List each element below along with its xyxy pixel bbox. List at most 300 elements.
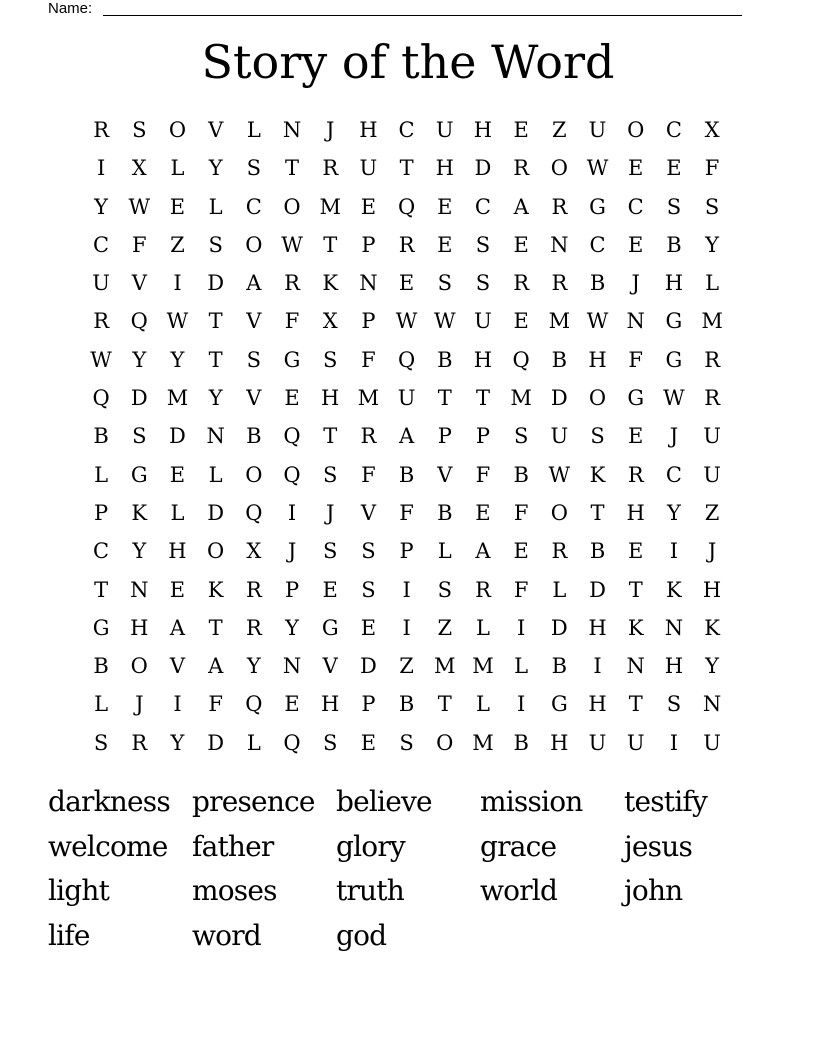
grid-cell[interactable]: K: [207, 577, 224, 602]
grid-cell[interactable]: E: [169, 194, 186, 219]
grid-cell[interactable]: C: [245, 194, 262, 219]
grid-cell[interactable]: E: [322, 577, 338, 602]
grid-cell[interactable]: E: [360, 730, 377, 755]
grid-cell[interactable]: Y: [132, 539, 147, 564]
grid-cell[interactable]: J: [135, 692, 144, 717]
grid-cell[interactable]: H: [588, 615, 607, 640]
grid-cell[interactable]: O: [168, 118, 187, 142]
grid-cell[interactable]: Q: [397, 194, 416, 219]
grid-cell[interactable]: S: [132, 424, 147, 449]
grid-cell[interactable]: R: [704, 386, 720, 411]
grid-cell[interactable]: Y: [170, 730, 185, 755]
grid-cell[interactable]: L: [552, 577, 567, 602]
grid-cell[interactable]: V: [322, 654, 338, 679]
grid-cell[interactable]: H: [435, 156, 454, 181]
grid-cell[interactable]: M: [510, 386, 532, 411]
grid-cell[interactable]: R: [245, 577, 262, 602]
grid-cell[interactable]: U: [435, 118, 454, 142]
grid-cell[interactable]: F: [628, 347, 643, 372]
grid-cell[interactable]: H: [321, 386, 340, 411]
grid-cell[interactable]: E: [169, 577, 186, 602]
grid-cell[interactable]: H: [664, 271, 684, 296]
grid-cell[interactable]: R: [513, 156, 530, 181]
grid-cell[interactable]: N: [282, 654, 302, 679]
grid-cell[interactable]: L: [475, 692, 490, 717]
grid-cell[interactable]: H: [321, 692, 340, 717]
grid-cell[interactable]: T: [285, 156, 300, 181]
grid-cell[interactable]: R: [551, 539, 568, 564]
grid-cell[interactable]: N: [359, 271, 378, 296]
grid-cell[interactable]: W: [395, 309, 418, 334]
grid-cell[interactable]: J: [326, 118, 335, 142]
grid-cell[interactable]: S: [323, 347, 338, 372]
grid-cell[interactable]: X: [246, 539, 262, 564]
grid-cell[interactable]: O: [245, 462, 263, 487]
grid-cell[interactable]: R: [245, 615, 262, 640]
grid-cell[interactable]: W: [663, 386, 685, 411]
grid-cell[interactable]: O: [245, 232, 263, 257]
grid-cell[interactable]: I: [173, 271, 182, 296]
grid-cell[interactable]: D: [130, 386, 148, 411]
grid-cell[interactable]: L: [94, 462, 109, 487]
grid-cell[interactable]: Y: [705, 232, 720, 257]
grid-cell[interactable]: C: [665, 462, 682, 487]
grid-cell[interactable]: C: [627, 194, 644, 219]
grid-cell[interactable]: R: [93, 309, 109, 334]
grid-cell[interactable]: Z: [437, 615, 453, 640]
grid-cell[interactable]: K: [131, 500, 148, 525]
grid-cell[interactable]: E: [513, 309, 529, 334]
grid-cell[interactable]: U: [359, 156, 378, 181]
grid-cell[interactable]: H: [359, 118, 378, 142]
grid-cell[interactable]: S: [666, 194, 682, 219]
grid-cell[interactable]: M: [548, 309, 571, 334]
grid-cell[interactable]: L: [170, 500, 185, 525]
grid-cell[interactable]: S: [93, 730, 109, 755]
grid-cell[interactable]: C: [93, 539, 110, 564]
grid-cell[interactable]: L: [705, 271, 720, 296]
grid-cell[interactable]: G: [130, 462, 148, 487]
grid-cell[interactable]: S: [399, 730, 414, 755]
grid-cell[interactable]: L: [437, 539, 452, 564]
grid-cell[interactable]: O: [130, 654, 148, 679]
grid-cell[interactable]: Z: [399, 654, 414, 679]
word-bank-item: john: [624, 874, 683, 908]
grid-cell[interactable]: C: [589, 232, 606, 257]
grid-cell[interactable]: V: [360, 500, 376, 525]
grid-cell[interactable]: P: [475, 424, 491, 449]
grid-cell[interactable]: E: [666, 156, 682, 181]
grid-cell[interactable]: B: [589, 539, 606, 564]
grid-cell[interactable]: G: [665, 309, 683, 334]
grid-cell[interactable]: U: [474, 309, 492, 334]
grid-cell[interactable]: D: [474, 156, 492, 181]
grid-cell[interactable]: S: [132, 118, 147, 142]
grid-cell[interactable]: N: [130, 577, 149, 602]
grid-cell[interactable]: G: [321, 615, 339, 640]
grid-cell[interactable]: M: [472, 730, 494, 755]
grid-cell[interactable]: A: [246, 271, 262, 296]
grid-cell[interactable]: I: [517, 692, 526, 717]
grid-cell[interactable]: G: [92, 615, 110, 640]
grid-cell[interactable]: F: [361, 462, 376, 487]
grid-cell[interactable]: S: [475, 271, 491, 296]
grid-cell[interactable]: E: [169, 462, 186, 487]
grid-cell[interactable]: U: [92, 271, 110, 296]
grid-cell[interactable]: P: [284, 577, 300, 602]
grid-cell[interactable]: Q: [245, 500, 263, 525]
grid-cell[interactable]: E: [628, 232, 644, 257]
grid-cell[interactable]: O: [283, 194, 301, 219]
grid-cell[interactable]: K: [589, 462, 606, 487]
grid-cell[interactable]: J: [631, 271, 640, 296]
grid-cell[interactable]: B: [437, 347, 453, 372]
grid-cell[interactable]: Y: [705, 654, 720, 679]
grid-cell[interactable]: J: [707, 539, 717, 564]
grid-cell[interactable]: Z: [552, 118, 567, 142]
grid-cell[interactable]: M: [166, 386, 189, 411]
grid-cell[interactable]: E: [513, 118, 529, 142]
grid-cell[interactable]: S: [361, 539, 376, 564]
grid-cell[interactable]: E: [360, 194, 377, 219]
grid-cell[interactable]: O: [436, 730, 454, 755]
grid-cell[interactable]: S: [323, 539, 338, 564]
grid-cell[interactable]: B: [93, 654, 109, 679]
grid-cell[interactable]: F: [284, 309, 300, 334]
grid-cell[interactable]: B: [589, 271, 606, 296]
grid-cell[interactable]: U: [703, 730, 721, 755]
grid-cell[interactable]: A: [208, 654, 224, 679]
grid-cell[interactable]: D: [207, 500, 225, 525]
grid-cell[interactable]: F: [361, 347, 376, 372]
grid-cell[interactable]: L: [246, 730, 261, 755]
grid-cell[interactable]: M: [357, 386, 380, 411]
grid-cell[interactable]: M: [701, 309, 723, 334]
grid-cell[interactable]: W: [281, 232, 303, 257]
grid-cell[interactable]: P: [361, 309, 376, 334]
grid-cell[interactable]: E: [628, 156, 644, 181]
grid-cell[interactable]: Y: [208, 386, 223, 411]
grid-cell[interactable]: P: [361, 232, 376, 257]
grid-cell[interactable]: T: [399, 156, 414, 181]
grid-cell[interactable]: D: [550, 615, 568, 640]
grid-cell[interactable]: T: [437, 386, 452, 411]
grid-cell[interactable]: T: [323, 232, 338, 257]
grid-cell[interactable]: W: [586, 309, 609, 334]
grid-cell[interactable]: E: [360, 615, 377, 640]
grid-cell[interactable]: W: [548, 462, 571, 487]
grid-cell[interactable]: H: [168, 539, 187, 564]
grid-cell[interactable]: S: [437, 577, 452, 602]
grid-cell[interactable]: K: [627, 615, 644, 640]
grid-cell[interactable]: T: [94, 577, 109, 602]
grid-cell[interactable]: B: [551, 347, 568, 372]
grid-cell[interactable]: F: [208, 692, 223, 717]
grid-cell[interactable]: Y: [94, 194, 109, 219]
grid-cell[interactable]: V: [246, 309, 262, 334]
grid-cell[interactable]: F: [399, 500, 414, 525]
grid-cell[interactable]: I: [96, 156, 106, 181]
grid-cell[interactable]: W: [586, 156, 609, 181]
grid-cell[interactable]: A: [513, 194, 529, 219]
grid-cell[interactable]: J: [669, 424, 679, 449]
grid-cell[interactable]: X: [131, 156, 147, 181]
grid-cell[interactable]: W: [128, 194, 151, 219]
grid-cell[interactable]: E: [475, 500, 491, 525]
grid-cell[interactable]: Q: [397, 347, 416, 372]
grid-cell[interactable]: T: [208, 309, 223, 334]
grid-cell[interactable]: L: [208, 462, 223, 487]
grid-cell[interactable]: R: [551, 271, 568, 296]
word-bank-item: light: [48, 874, 110, 908]
grid-cell[interactable]: K: [322, 271, 339, 296]
grid-cell[interactable]: T: [628, 692, 643, 717]
grid-cell[interactable]: K: [704, 615, 720, 640]
grid-cell[interactable]: B: [246, 424, 262, 449]
grid-cell[interactable]: B: [437, 500, 453, 525]
grid-cell[interactable]: U: [588, 118, 607, 142]
grid-cell[interactable]: T: [208, 615, 223, 640]
grid-cell[interactable]: H: [588, 692, 607, 717]
grid-cell[interactable]: T: [475, 386, 490, 411]
grid-cell[interactable]: E: [398, 271, 415, 296]
grid-cell[interactable]: R: [551, 194, 568, 219]
grid-cell[interactable]: T: [437, 692, 452, 717]
word-bank-item: truth: [336, 874, 404, 908]
grid-cell[interactable]: E: [437, 194, 453, 219]
grid-cell[interactable]: J: [326, 500, 335, 525]
grid-cell[interactable]: V: [246, 386, 262, 411]
grid-cell[interactable]: N: [550, 232, 569, 257]
grid-cell[interactable]: T: [628, 577, 643, 602]
grid-cell[interactable]: E: [437, 232, 453, 257]
grid-cell[interactable]: H: [473, 347, 493, 372]
grid-cell[interactable]: G: [589, 194, 606, 219]
grid-cell[interactable]: N: [626, 654, 645, 679]
grid-cell[interactable]: C: [93, 232, 110, 257]
grid-cell[interactable]: S: [704, 194, 720, 219]
grid-cell[interactable]: P: [94, 500, 109, 525]
grid-cell[interactable]: Q: [92, 386, 110, 411]
grid-cell[interactable]: Q: [245, 692, 263, 717]
grid-cell[interactable]: D: [589, 577, 606, 602]
grid-cell[interactable]: V: [131, 271, 147, 296]
grid-cell[interactable]: R: [284, 271, 300, 296]
grid-cell[interactable]: N: [282, 118, 302, 142]
grid-cell[interactable]: S: [246, 347, 262, 372]
grid-cell[interactable]: S: [323, 730, 338, 755]
grid-cell[interactable]: P: [437, 424, 452, 449]
grid-cell[interactable]: F: [513, 577, 529, 602]
grid-cell[interactable]: R: [513, 271, 530, 296]
grid-cell[interactable]: E: [628, 424, 644, 449]
grid-cell[interactable]: Q: [283, 462, 301, 487]
grid-cell[interactable]: D: [359, 654, 377, 679]
grid-cell[interactable]: E: [513, 539, 529, 564]
grid-cell[interactable]: P: [361, 692, 376, 717]
grid-cell[interactable]: W: [433, 309, 456, 334]
grid-cell[interactable]: R: [704, 347, 720, 372]
word-bank-item: darkness: [48, 785, 170, 818]
grid-cell[interactable]: B: [551, 654, 568, 679]
grid-cell[interactable]: S: [208, 232, 223, 257]
grid-cell[interactable]: L: [514, 654, 529, 679]
grid-cell[interactable]: B: [398, 692, 415, 717]
grid-cell[interactable]: O: [550, 156, 568, 181]
grid-cell[interactable]: G: [550, 692, 568, 717]
grid-cell[interactable]: H: [664, 654, 684, 679]
grid-cell[interactable]: I: [517, 615, 526, 640]
grid-cell[interactable]: S: [323, 462, 338, 487]
grid-cell[interactable]: E: [513, 232, 529, 257]
grid-cell[interactable]: B: [93, 424, 109, 449]
grid-cell[interactable]: I: [402, 577, 411, 602]
grid-cell[interactable]: N: [206, 424, 225, 449]
grid-cell[interactable]: O: [588, 386, 607, 411]
grid-cell[interactable]: A: [399, 424, 415, 449]
grid-cell[interactable]: L: [170, 156, 185, 181]
grid-cell[interactable]: U: [588, 730, 607, 755]
grid-cell[interactable]: D: [550, 386, 568, 411]
grid-cell[interactable]: G: [627, 386, 645, 411]
grid-cell[interactable]: U: [703, 424, 721, 449]
grid-cell[interactable]: O: [550, 500, 568, 525]
grid-cell[interactable]: H: [550, 730, 569, 755]
grid-cell[interactable]: S: [475, 232, 491, 257]
grid-cell[interactable]: A: [475, 539, 491, 564]
grid-cell[interactable]: X: [322, 309, 338, 334]
grid-cell[interactable]: C: [474, 194, 491, 219]
grid-cell[interactable]: H: [702, 577, 722, 602]
grid-cell[interactable]: L: [475, 615, 490, 640]
grid-cell[interactable]: H: [588, 347, 607, 372]
grid-cell[interactable]: X: [704, 118, 720, 142]
grid-cell[interactable]: N: [664, 615, 684, 640]
grid-cell[interactable]: F: [475, 462, 491, 487]
grid-cell[interactable]: N: [626, 309, 645, 334]
letter-grid: [82, 111, 731, 762]
grid-cell[interactable]: R: [131, 730, 148, 755]
grid-cell[interactable]: R: [93, 118, 109, 142]
grid-cell[interactable]: R: [475, 577, 491, 602]
grid-cell[interactable]: Y: [285, 615, 299, 640]
grid-cell[interactable]: Y: [132, 347, 147, 372]
grid-cell[interactable]: I: [669, 730, 679, 755]
grid-cell[interactable]: I: [593, 654, 602, 679]
grid-cell[interactable]: U: [397, 386, 416, 411]
grid-cell[interactable]: V: [208, 118, 224, 142]
grid-cell[interactable]: D: [207, 730, 225, 755]
name-line[interactable]: [103, 15, 742, 16]
grid-cell[interactable]: W: [90, 347, 112, 372]
grid-cell[interactable]: B: [398, 462, 415, 487]
grid-cell[interactable]: H: [130, 615, 149, 640]
grid-cell[interactable]: R: [398, 232, 415, 257]
grid-cell[interactable]: T: [208, 347, 223, 372]
grid-cell[interactable]: I: [402, 615, 411, 640]
grid-cell[interactable]: M: [472, 654, 494, 679]
grid-cell[interactable]: E: [628, 539, 644, 564]
grid-cell[interactable]: T: [323, 424, 338, 449]
grid-cell[interactable]: Q: [283, 424, 301, 449]
word-bank-item: grace: [480, 829, 557, 863]
grid-cell[interactable]: T: [590, 500, 605, 525]
grid-cell[interactable]: F: [704, 156, 720, 181]
grid-cell[interactable]: E: [284, 386, 300, 411]
grid-cell[interactable]: V: [437, 462, 453, 487]
grid-cell[interactable]: J: [287, 539, 297, 564]
grid-cell[interactable]: M: [434, 654, 456, 679]
grid-cell[interactable]: S: [437, 271, 452, 296]
grid-cell[interactable]: R: [322, 156, 339, 181]
grid-cell[interactable]: Q: [130, 309, 148, 334]
grid-cell[interactable]: U: [550, 424, 569, 449]
grid-cell[interactable]: B: [666, 232, 682, 257]
grid-cell[interactable]: Y: [246, 654, 261, 679]
grid-cell[interactable]: S: [666, 692, 682, 717]
grid-cell[interactable]: Q: [512, 347, 530, 372]
word-bank-item: jesus: [624, 829, 693, 863]
grid-cell[interactable]: A: [169, 615, 186, 640]
grid-cell[interactable]: Y: [208, 156, 223, 181]
grid-cell[interactable]: S: [590, 424, 605, 449]
grid-cell[interactable]: I: [173, 692, 182, 717]
grid-cell[interactable]: K: [666, 577, 682, 602]
grid-cell[interactable]: I: [287, 500, 297, 525]
grid-cell[interactable]: Y: [170, 347, 185, 372]
grid-cell[interactable]: G: [283, 347, 301, 372]
grid-cell[interactable]: W: [166, 309, 189, 334]
grid-cell[interactable]: S: [246, 156, 262, 181]
grid-cell[interactable]: M: [319, 194, 341, 219]
grid-cell[interactable]: B: [513, 462, 529, 487]
grid-cell[interactable]: U: [626, 730, 645, 755]
grid-cell[interactable]: R: [627, 462, 644, 487]
grid-cell[interactable]: C: [398, 118, 415, 142]
grid-cell[interactable]: B: [513, 730, 529, 755]
grid-cell[interactable]: E: [284, 692, 300, 717]
grid-cell[interactable]: R: [360, 424, 377, 449]
grid-cell[interactable]: S: [513, 424, 529, 449]
grid-cell[interactable]: C: [665, 118, 682, 142]
grid-cell[interactable]: L: [94, 692, 109, 717]
grid-cell[interactable]: F: [513, 500, 529, 525]
page-title: Story of the Word: [201, 35, 615, 89]
word-bank-item: believe: [336, 785, 432, 818]
grid-cell[interactable]: L: [208, 194, 223, 219]
grid-cell[interactable]: Q: [283, 730, 301, 755]
grid-cell[interactable]: G: [665, 347, 683, 372]
grid-cell[interactable]: H: [473, 118, 493, 142]
grid-cell[interactable]: H: [626, 500, 645, 525]
grid-cell[interactable]: N: [702, 692, 722, 717]
grid-cell[interactable]: O: [627, 118, 645, 142]
word-bank-item: glory: [336, 829, 405, 863]
grid-cell[interactable]: D: [207, 271, 225, 296]
grid-cell[interactable]: I: [669, 539, 679, 564]
grid-cell[interactable]: O: [207, 539, 225, 564]
grid-cell[interactable]: P: [399, 539, 414, 564]
grid-cell[interactable]: L: [246, 118, 261, 142]
grid-cell[interactable]: S: [361, 577, 376, 602]
grid-cell[interactable]: Z: [170, 232, 185, 257]
grid-cell[interactable]: V: [169, 654, 186, 679]
grid-cell[interactable]: Z: [704, 500, 720, 525]
grid-cell[interactable]: D: [169, 424, 186, 449]
grid-cell[interactable]: U: [703, 462, 721, 487]
grid-cell[interactable]: F: [131, 232, 147, 257]
grid-cell[interactable]: Y: [666, 500, 681, 525]
